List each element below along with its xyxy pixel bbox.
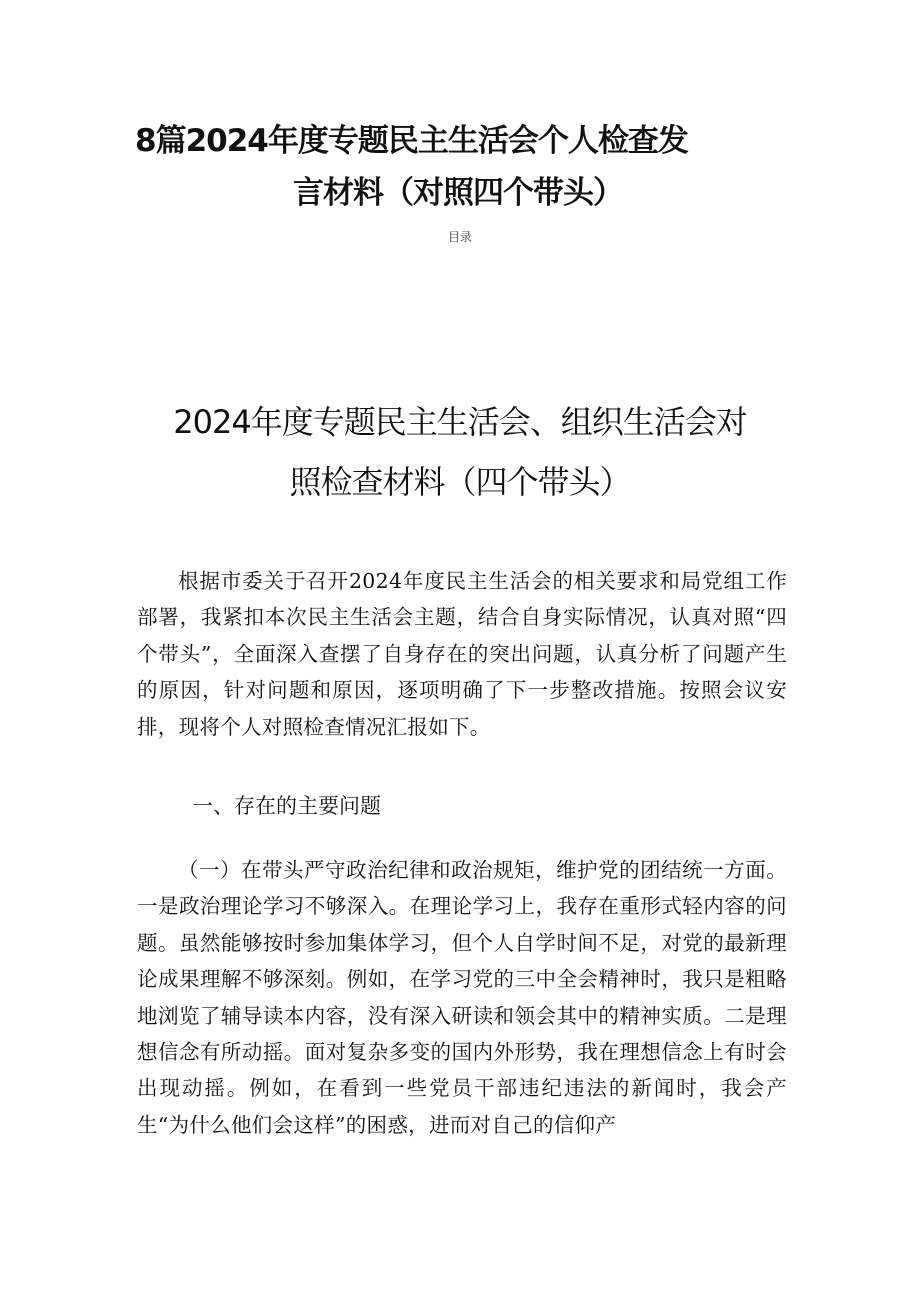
document-title xyxy=(135,115,775,219)
section-title-line-1: 2024年度专题民主生活会、组织生活会对 xyxy=(173,403,747,441)
heading-main-problems: 一、存在的主要问题 xyxy=(192,794,381,818)
section-title xyxy=(0,392,920,512)
table-of-contents-label: 目录 xyxy=(447,230,472,244)
document-title-line-2: 言材料（对照四个带头） xyxy=(293,175,623,211)
subsection-1-paragraph: （一）在带头严守政治纪律和政治规矩，维护党的团结统一方面。一是政治理论学习不够深入。在理论学习上，我存在重形式轻内容的问题。虽然能够按时参加集体学习，但个人自学时间不足，对党的最新理论成果理解不够深刻。例如，在学习党的三中全会精神时，我只是粗略地浏览了辅导读本内容，没有深入研读和领会其中的精神实质。二是理想信念有所动摇。面对复杂多变的国内外形势，我在理想信念上有时会出现动摇。例如，在看到一些党员干部违纪违法的新闻时，我会产生“为什么他们会这样”的困惑，进而对自己的信仰产 xyxy=(137,858,787,1137)
document-title-line-1: 8篇2024年度专题民主生活会个人检查发 xyxy=(135,123,688,159)
intro-paragraph: 根据市委关于召开2024年度民主生活会的相关要求和局党组工作部署，我紧扣本次民主生活会主题，结合自身实际情况，认真对照“四个带头”，全面深入查摆了自身存在的突出问题，认真分析了问题产生的原因，针对问题和原因，逐项明确了下一步整改措施。按照会议安排，现将个人对照检查情况汇报如下。 xyxy=(137,569,787,739)
section-title-line-2: 照检查材料（四个带头） xyxy=(289,463,631,501)
